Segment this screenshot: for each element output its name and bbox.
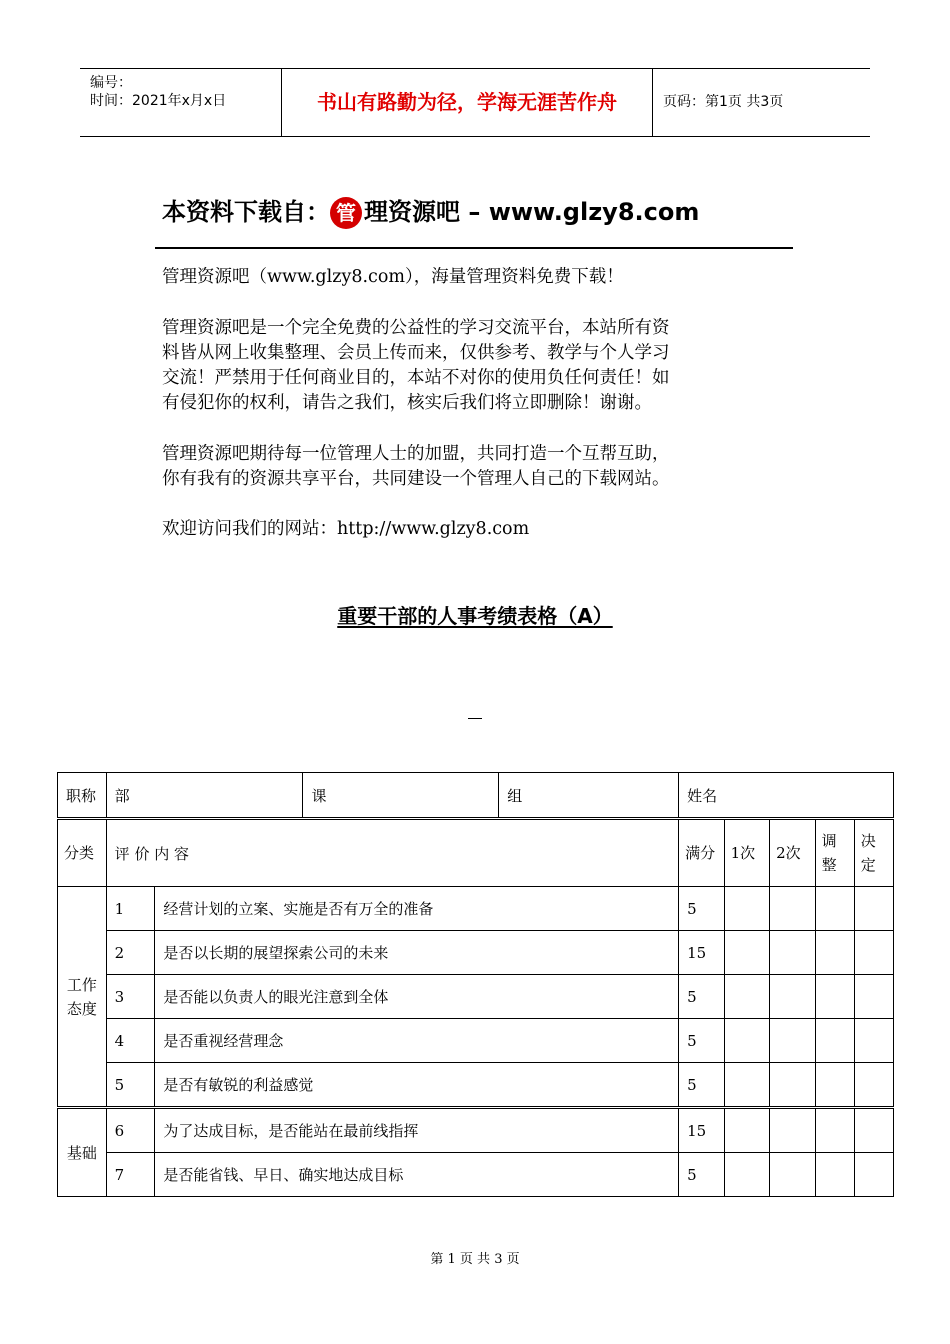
intro-paragraph-2 <box>162 316 802 416</box>
item-full-score: 5 <box>679 1063 725 1108</box>
item-number: 3 <box>106 975 155 1019</box>
table-row <box>58 1019 894 1063</box>
page-footer: 第 1 页 共 3 页 <box>430 1252 520 1267</box>
item-text: 是否能以负责人的眼光注意到全体 <box>155 975 679 1019</box>
item-full-score: 15 <box>679 1108 725 1153</box>
date-label: 时间：2021年x月x日 <box>90 93 227 109</box>
category-cell: 基础 <box>58 1108 107 1197</box>
intro-line: 料皆从网上收集整理、会员上传而来，仅供参考、教学与个人学习 <box>162 343 670 363</box>
download-banner <box>162 192 699 229</box>
department-field: 部 <box>106 773 303 819</box>
item-text: 为了达成目标，是否能站在最前线指挥 <box>155 1108 679 1153</box>
score-cell[interactable] <box>724 1108 770 1153</box>
item-number: 2 <box>106 931 155 975</box>
score-cell[interactable] <box>724 931 770 975</box>
item-number: 6 <box>106 1108 155 1153</box>
item-text: 是否以长期的展望探索公司的未来 <box>155 931 679 975</box>
score-cell[interactable] <box>854 975 893 1019</box>
banner-suffix: 理资源吧 – www.glzy8.com <box>364 198 700 226</box>
separator-dash <box>468 718 482 719</box>
table-row <box>58 1063 894 1108</box>
col-first: 1次 <box>724 819 770 887</box>
item-full-score: 5 <box>679 1019 725 1063</box>
category-cell: 工作态度 <box>58 887 107 1108</box>
score-cell[interactable] <box>724 887 770 931</box>
table-row <box>58 1153 894 1197</box>
score-cell[interactable] <box>854 931 893 975</box>
item-full-score: 5 <box>679 1153 725 1197</box>
intro-line: 有侵犯你的权利，请告之我们，核实后我们将立即删除！谢谢。 <box>162 393 652 413</box>
item-text: 是否能省钱、早日、确实地达成目标 <box>155 1153 679 1197</box>
group-field: 组 <box>499 773 679 819</box>
intro-line: 管理资源吧（www.glzy8.com），海量管理资料免费下载！ <box>162 267 624 287</box>
col-content: 评 价 内 容 <box>106 819 678 887</box>
banner-divider <box>155 247 793 249</box>
score-cell[interactable] <box>770 1063 816 1108</box>
item-text: 是否有敏锐的利益感觉 <box>155 1063 679 1108</box>
score-cell[interactable] <box>770 931 816 975</box>
table-row <box>58 887 894 931</box>
table-row <box>58 931 894 975</box>
serial-label: 编号： <box>90 75 132 91</box>
score-cell[interactable] <box>724 1153 770 1197</box>
column-header-row <box>58 819 894 887</box>
col-adjust: 调整 <box>815 819 854 887</box>
score-cell[interactable] <box>724 1063 770 1108</box>
evaluation-table <box>57 772 894 1197</box>
col-full-score: 满分 <box>679 819 725 887</box>
item-text: 经营计划的立案、实施是否有万全的准备 <box>155 887 679 931</box>
item-full-score: 5 <box>679 887 725 931</box>
document-title-wrap <box>0 600 950 629</box>
item-number: 1 <box>106 887 155 931</box>
score-cell[interactable] <box>770 975 816 1019</box>
intro-line: 交流！严禁用于任何商业目的，本站不对你的使用负任何责任！如 <box>162 368 670 388</box>
item-number: 7 <box>106 1153 155 1197</box>
score-cell[interactable] <box>770 1153 816 1197</box>
score-cell[interactable] <box>815 931 854 975</box>
item-number: 5 <box>106 1063 155 1108</box>
intro-paragraph-3 <box>162 442 802 492</box>
col-decide: 决定 <box>854 819 893 887</box>
score-cell[interactable] <box>815 1019 854 1063</box>
score-cell[interactable] <box>815 1108 854 1153</box>
document-title: 重要干部的人事考绩表格（A） <box>337 604 613 628</box>
score-cell[interactable] <box>854 1108 893 1153</box>
banner-prefix: 本资料下载自： <box>162 198 330 226</box>
score-cell[interactable] <box>724 975 770 1019</box>
item-number: 4 <box>106 1019 155 1063</box>
score-cell[interactable] <box>854 1019 893 1063</box>
score-cell[interactable] <box>770 1108 816 1153</box>
item-text: 是否重视经营理念 <box>155 1019 679 1063</box>
col-category: 分类 <box>58 819 107 887</box>
page-indicator: 页码：第1页 共3页 <box>663 94 784 110</box>
table-row <box>58 1108 894 1153</box>
item-full-score: 15 <box>679 931 725 975</box>
col-second: 2次 <box>770 819 816 887</box>
intro-line: 你有我有的资源共享平台，共同建设一个管理人自己的下载网站。 <box>162 469 670 489</box>
table-row <box>58 975 894 1019</box>
intro-paragraph-1 <box>162 265 802 290</box>
page-header <box>80 68 870 137</box>
intro-line: 管理资源吧是一个完全免费的公益性的学习交流平台，本站所有资 <box>162 318 670 338</box>
score-cell[interactable] <box>854 1153 893 1197</box>
intro-paragraph-4 <box>162 517 802 542</box>
info-row <box>58 773 894 819</box>
score-cell[interactable] <box>854 1063 893 1108</box>
item-full-score: 5 <box>679 975 725 1019</box>
score-cell[interactable] <box>815 975 854 1019</box>
site-logo-icon: 管 <box>330 197 362 229</box>
score-cell[interactable] <box>815 1063 854 1108</box>
score-cell[interactable] <box>770 887 816 931</box>
score-cell[interactable] <box>854 887 893 931</box>
header-meta <box>80 69 282 136</box>
motto: 书山有路勤为径，学海无涯苦作舟 <box>282 69 653 136</box>
score-cell[interactable] <box>770 1019 816 1063</box>
job-title-label: 职称 <box>58 773 107 819</box>
intro-line: 欢迎访问我们的网站：http://www.glzy8.com <box>162 519 530 539</box>
score-cell[interactable] <box>815 1153 854 1197</box>
score-cell[interactable] <box>815 887 854 931</box>
score-cell[interactable] <box>724 1019 770 1063</box>
section-field: 课 <box>303 773 499 819</box>
intro-line: 管理资源吧期待每一位管理人士的加盟，共同打造一个互帮互助， <box>162 444 670 464</box>
name-field: 姓名 <box>679 773 894 819</box>
